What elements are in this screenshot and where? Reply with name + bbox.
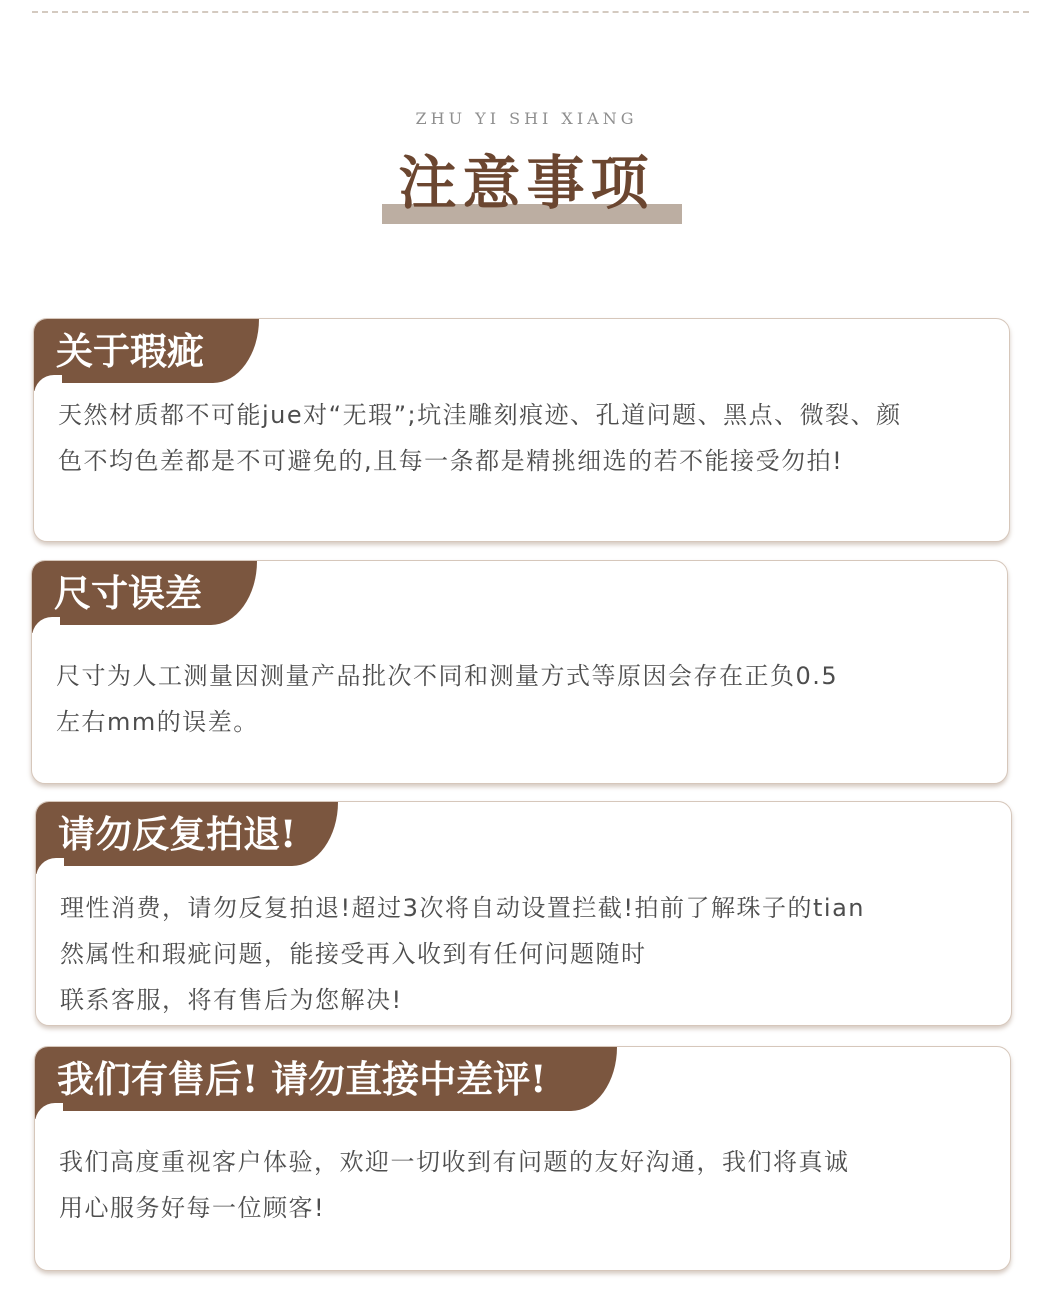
page-title: 注意事项: [398, 149, 655, 217]
tab-corner-decoration: [36, 858, 54, 874]
card-body: [56, 653, 987, 745]
card-body-line: 尺寸为人工测量因测量产品批次不同和测量方式等原因会存在正负0.5: [56, 662, 839, 690]
top-dashed-divider: [32, 11, 1029, 13]
notice-card-no-repeat-return: [35, 801, 1012, 1026]
tab-corner-decoration: [35, 1103, 53, 1119]
card-title-tab: [36, 802, 338, 866]
card-title: 请勿反复拍退!: [58, 812, 297, 856]
tab-corner-decoration: [32, 617, 50, 633]
card-title-tab: [35, 1047, 617, 1111]
card-title: 我们有售后! 请勿直接中差评!: [57, 1057, 547, 1101]
section-pinyin-subtitle: ZHU YI SHI XIANG: [415, 109, 638, 128]
card-body: [59, 1139, 990, 1231]
notice-card-after-sales: [34, 1046, 1011, 1271]
card-title-tab: [34, 319, 259, 383]
card-body: [60, 885, 991, 1023]
notice-card-flaws: [33, 318, 1010, 542]
card-body-line: 天然材质都不可能jue对“无瑕”;坑洼雕刻痕迹、孔道问题、黑点、微裂、颜: [58, 401, 902, 429]
card-body-line: 色不均色差都是不可避免的,且每一条都是精挑细选的若不能接受勿拍!: [58, 447, 844, 475]
card-title: 关于瑕疵: [56, 329, 204, 373]
card-title: 尺寸误差: [54, 571, 202, 615]
card-body-line: 用心服务好每一位顾客!: [59, 1194, 326, 1222]
card-body-line: 然属性和瑕疵问题，能接受再入收到有任何问题随时: [60, 940, 647, 968]
card-title-tab: [32, 561, 257, 625]
tab-corner-decoration: [34, 375, 52, 391]
card-body-line: 我们高度重视客户体验，欢迎一切收到有问题的友好沟通，我们将真诚: [59, 1148, 850, 1176]
card-body: [58, 392, 989, 484]
notice-card-size-error: [31, 560, 1008, 784]
card-body-line: 理性消费，请勿反复拍退!超过3次将自动设置拦截!拍前了解珠子的tian: [60, 894, 866, 922]
card-body-line: 联系客服，将有售后为您解决!: [60, 986, 403, 1014]
card-body-line: 左右mm的误差。: [56, 708, 259, 736]
